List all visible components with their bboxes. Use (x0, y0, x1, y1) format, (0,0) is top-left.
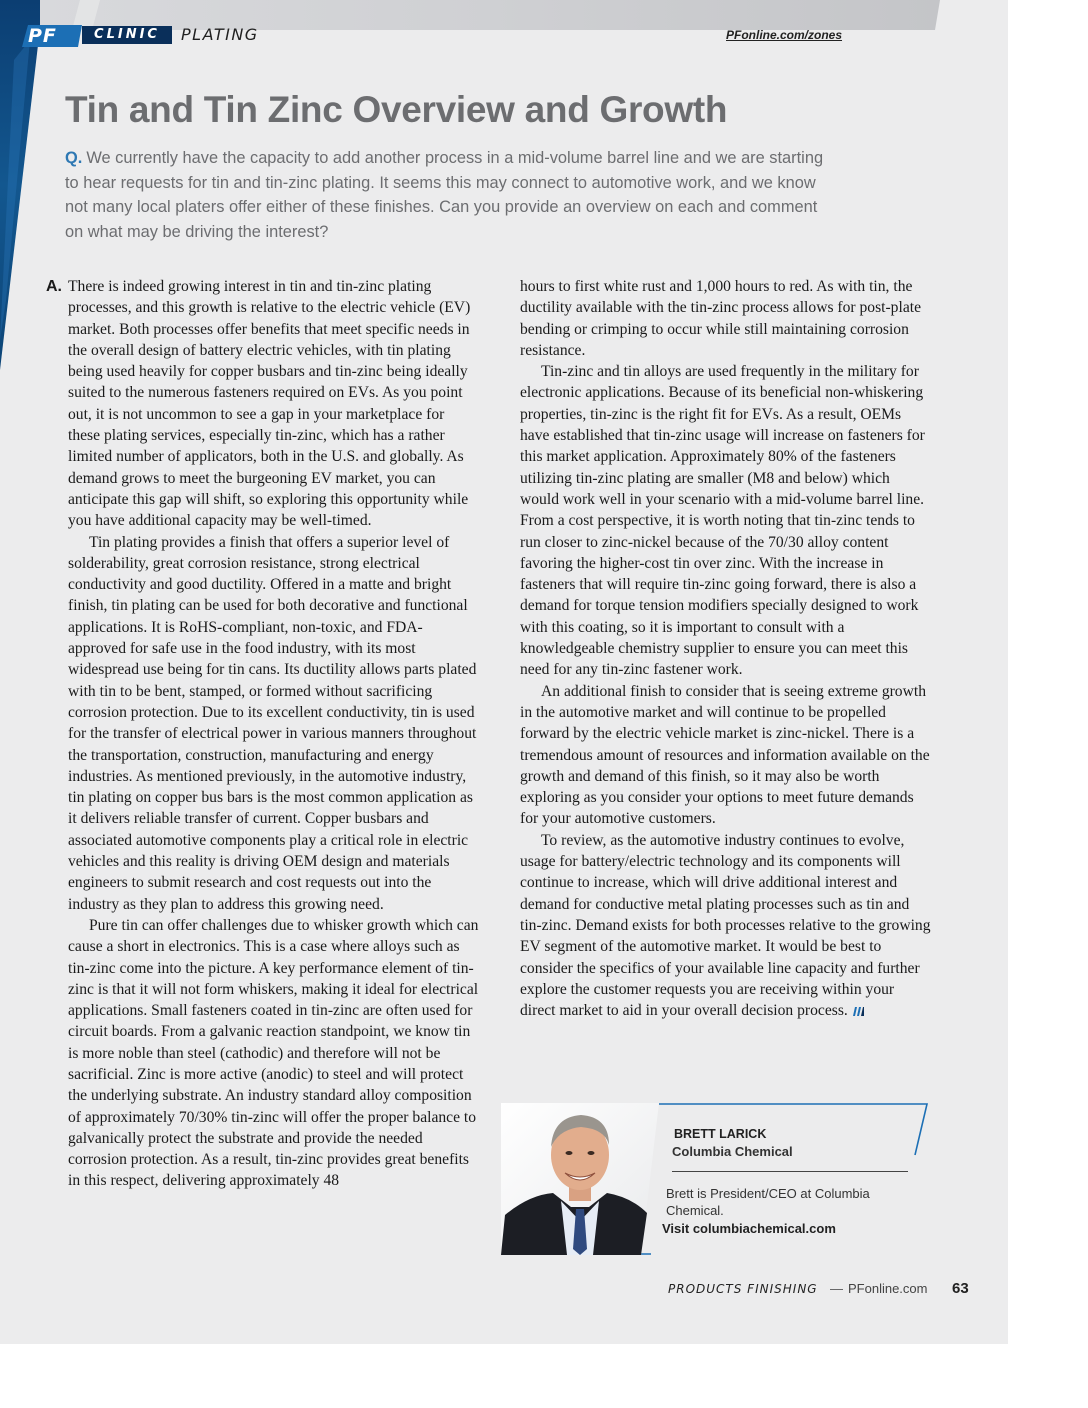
article-paragraph: There is indeed growing interest in tin and tin-zinc plating processes, and this growth is relative to the electric vehicle (EV) market. Both processes offer benefits that meet specific needs in the overall design of battery electric vehicles, with tin plating being used heavily for copper busbars and tin-zinc being ideally suited to the numerous fasteners required on EVs. As you point out, it is not uncommon to see a gap in your marketplace for these plating services, especially tin-zinc, which has a rather limited number of applicators, both in the U.S. and globally. As demand grows to meet the burgeoning EV market, you can anticipate this gap will shift, so exploring this opportunity while you have additional capacity may be well-timed. (68, 278, 471, 530)
footer-url-link[interactable]: PFonline.com (848, 1281, 928, 1296)
header-band (40, 0, 940, 30)
clinic-badge-label: CLINIC (94, 27, 160, 42)
article-paragraph: Tin-zinc and tin alloys are used frequently in the military for electronic applications. Because of its beneficial non-whiskering properties, tin-zinc is the right fit for EVs. As a result, OEMs have established that tin-zinc usage will increase on fasteners for this market application. Approximately 80% of the fasteners utilizing tin-zinc plating are smaller (M8 and below) which would work well in your scenario with a mid-volume barrel line. From a cost perspective, it is worth noting that tin-zinc tends to run closer to zinc-nickel because of the 70/30 alloy content favoring the higher-cost tin over zinc. With the increase in fasteners that will require tin-zinc going forward, there is also a demand for torque tension modifiers specially designed to work with this coating, so it is important to consult with a knowledgeable chemistry supplier to ensure you can meet this need for any tin-zinc fastener work. (520, 363, 925, 679)
article-column-right (520, 276, 932, 1021)
clinic-badge (82, 26, 172, 44)
answer-label: A. (46, 278, 62, 295)
footer-magazine-name: PRODUCTS FINISHING (668, 1282, 818, 1296)
article-title: Tin and Tin Zinc Overview and Growth (65, 89, 728, 130)
page-number: 63 (952, 1280, 969, 1297)
pf-logo-icon (22, 25, 82, 47)
header-url-link[interactable]: PFonline.com/zones (726, 28, 843, 42)
author-name: BRETT LARICK (674, 1127, 767, 1141)
pf-logo-text: PF (28, 25, 57, 47)
footer-separator: — (830, 1281, 843, 1296)
section-name: PLATING (181, 25, 259, 44)
author-photo (501, 1103, 659, 1255)
end-of-article-icon (852, 1007, 864, 1016)
article-column-left (68, 276, 480, 1192)
question-block (65, 146, 833, 244)
article-paragraph: An additional finish to consider that is seeing extreme growth in the automotive market and will continue to be propelled forward by the electric vehicle market is zinc-nickel. There is a tremendous amount of resources and information available on the growth and demand of this finish, so it may also be worth exploring as you consider your options to meet future demands for your automotive customers. (520, 682, 930, 828)
article-paragraph-final (520, 830, 932, 1022)
side-accent-bar (0, 0, 40, 370)
article-paragraph: hours to first white rust and 1,000 hours to red. As with tin, the ductility available with the tin-zinc process allows for post-plate bending or crimping to occur while still maintaining corrosion resistance. (520, 278, 921, 359)
author-company: Columbia Chemical (672, 1144, 793, 1159)
author-bio: Brett is President/CEO at Columbia Chemical. (666, 1186, 870, 1218)
question-text: We currently have the capacity to add another process in a mid-volume barrel line and we are starting to hear requests for tin and tin-zinc plating. It seems this may connect to automotive work, and we know not many local platers offer either of these finishes. Can you provide an overview on each and comment on what may be driving the interest? (65, 149, 824, 241)
question-label: Q. (65, 149, 83, 167)
article-paragraph: Tin plating provides a finish that offers a superior level of solderability, great corrosion resistance, strong electrical conductivity and good ductility. Offered in a matte and bright finish, tin plating can be used for both decorative and functional applications. It is RoHS-compliant, non-toxic, and FDA-approved for safe use in the food industry, with its most widespread use being for tin cans. Its ductility allows parts plated with tin to be bent, stamped, or formed without sacrificing corrosion protection. Due to its excellent conductivity, tin is used for the transfer of electrical power in various manners throughout the transportation, construction, manufacturing and energy industries. As mentioned previously, in the automotive industry, tin plating on copper bus bars is the most common application as it delivers reliable transfer of current. Copper busbars and associated automotive components play a critical role in electric vehicles and this reality is driving OEM design and materials engineers to submit research and cost requests out into the industry as they plan to address this growing need. (68, 533, 477, 913)
article-paragraph: Pure tin can offer challenges due to whisker growth which can cause a short in electronics. This is a case where alloys such as tin-zinc come into the picture. A key performance element of tin-zinc is that it will not form whiskers, making it ideal for electrical applications. Small fasteners coated in tin-zinc are often used for circuit boards. From a galvanic reaction standpoint, we know tin is more noble than steel (cathodic) and therefore will not be sacrificial. Zinc is more active (anodic) to steel and will protect the underlying substrate. An industry standard alloy composition of approximately 70/30% tin-zinc will offer the proper balance to galvanically protect the substrate and provide the needed corrosion protection. As a result, tin-zinc provides great benefits in this respect, delivering approximately 48 (68, 916, 479, 1190)
author-website-link[interactable]: Visit columbiachemical.com (662, 1221, 836, 1236)
author-divider (672, 1171, 908, 1172)
article-paragraph-text: To review, as the automotive industry continues to evolve, usage for battery/electric technology and its components will continue to increase, which will drive additional interest and demand for conductive metal plating processes such as tin and tin-zinc. Demand exists for both processes relative to the growing EV segment of the automotive market. It would be best to consider the specifics of your available line capacity and further explore the customer requests you are receiving within your direct market to aid in your overall decision process. (520, 831, 931, 1020)
